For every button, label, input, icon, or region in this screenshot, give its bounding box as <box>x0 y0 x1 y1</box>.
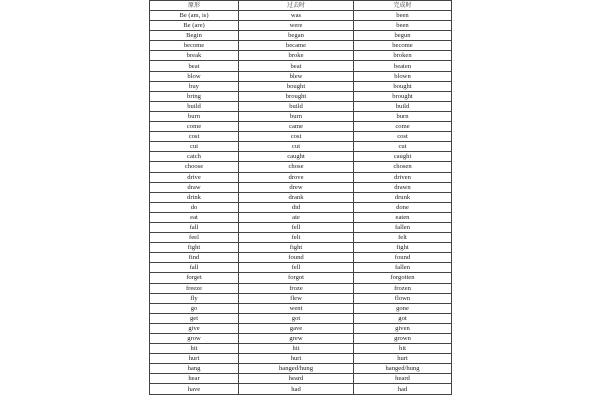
table-row <box>150 212 452 222</box>
cell-past-tense: caught <box>239 152 354 162</box>
cell-base-form: bring <box>150 91 239 101</box>
cell-past-tense: found <box>239 253 354 263</box>
cell-base-form: hear <box>150 374 239 384</box>
cell-base-form: do <box>150 202 239 212</box>
cell-past-participle: drawn <box>354 182 452 192</box>
cell-base-form: Begin <box>150 31 239 41</box>
cell-past-tense: beat <box>239 61 354 71</box>
cell-base-form: drive <box>150 172 239 182</box>
cell-past-tense: heard <box>239 374 354 384</box>
cell-past-tense: build <box>239 101 354 111</box>
cell-past-participle: hanged/hung <box>354 364 452 374</box>
cell-past-participle: chosen <box>354 162 452 172</box>
cell-past-tense: became <box>239 41 354 51</box>
cell-past-tense: fell <box>239 263 354 273</box>
table-row <box>150 334 452 344</box>
cell-past-tense: had <box>239 384 354 394</box>
cell-past-tense: drank <box>239 192 354 202</box>
table-row <box>150 31 452 41</box>
cell-past-tense: burn <box>239 111 354 121</box>
cell-base-form: build <box>150 101 239 111</box>
cell-base-form: break <box>150 51 239 61</box>
cell-past-tense: flew <box>239 293 354 303</box>
cell-past-tense: fell <box>239 222 354 232</box>
table-row <box>150 172 452 182</box>
table-row <box>150 293 452 303</box>
cell-past-participle: heard <box>354 374 452 384</box>
cell-past-tense: did <box>239 202 354 212</box>
table-row <box>150 233 452 243</box>
cell-past-tense: gave <box>239 323 354 333</box>
cell-past-participle: fight <box>354 243 452 253</box>
cell-past-tense: bought <box>239 81 354 91</box>
table-row <box>150 111 452 121</box>
cell-past-tense: forgot <box>239 273 354 283</box>
cell-past-tense: broke <box>239 51 354 61</box>
cell-base-form: hurt <box>150 354 239 364</box>
cell-past-tense: got <box>239 313 354 323</box>
table-body <box>150 11 452 395</box>
table-row <box>150 182 452 192</box>
cell-past-participle: driven <box>354 172 452 182</box>
header-past-participle: 完成时 <box>354 1 452 11</box>
cell-base-form: fall <box>150 222 239 232</box>
cell-past-participle: done <box>354 202 452 212</box>
cell-past-tense: grew <box>239 334 354 344</box>
table-row <box>150 283 452 293</box>
cell-base-form: feel <box>150 233 239 243</box>
table-row <box>150 81 452 91</box>
cell-past-participle: come <box>354 122 452 132</box>
cell-past-participle: grown <box>354 334 452 344</box>
cell-past-participle: gone <box>354 303 452 313</box>
cell-base-form: draw <box>150 182 239 192</box>
cell-past-participle: been <box>354 21 452 31</box>
cell-past-participle: broken <box>354 51 452 61</box>
cell-past-tense: came <box>239 122 354 132</box>
table-row <box>150 222 452 232</box>
table-row <box>150 263 452 273</box>
cell-past-tense: were <box>239 21 354 31</box>
cell-base-form: hit <box>150 344 239 354</box>
cell-base-form: burn <box>150 111 239 121</box>
cell-past-participle: drunk <box>354 192 452 202</box>
cell-past-participle: flown <box>354 293 452 303</box>
cell-past-participle: build <box>354 101 452 111</box>
cell-past-tense: hit <box>239 344 354 354</box>
cell-past-participle: frozen <box>354 283 452 293</box>
cell-base-form: find <box>150 253 239 263</box>
cell-base-form: choose <box>150 162 239 172</box>
cell-past-participle: hurt <box>354 354 452 364</box>
cell-past-participle: cost <box>354 132 452 142</box>
cell-past-tense: felt <box>239 233 354 243</box>
cell-past-participle: begun <box>354 31 452 41</box>
cell-past-participle: beaten <box>354 61 452 71</box>
cell-base-form: become <box>150 41 239 51</box>
cell-base-form: drink <box>150 192 239 202</box>
cell-past-participle: brought <box>354 91 452 101</box>
cell-past-participle: caught <box>354 152 452 162</box>
table-row <box>150 162 452 172</box>
table-row <box>150 344 452 354</box>
cell-base-form: have <box>150 384 239 394</box>
table-header-row <box>150 1 452 11</box>
table-row <box>150 142 452 152</box>
table-row <box>150 132 452 142</box>
cell-base-form: fall <box>150 263 239 273</box>
cell-base-form: cut <box>150 142 239 152</box>
header-base-form: 原形 <box>150 1 239 11</box>
cell-base-form: hang <box>150 364 239 374</box>
cell-base-form: Be (am, is) <box>150 11 239 21</box>
cell-past-tense: hurt <box>239 354 354 364</box>
cell-past-participle: found <box>354 253 452 263</box>
cell-past-participle: cut <box>354 142 452 152</box>
table-row <box>150 364 452 374</box>
cell-past-participle: fallen <box>354 263 452 273</box>
table-row <box>150 91 452 101</box>
table-row <box>150 273 452 283</box>
table-row <box>150 323 452 333</box>
cell-past-participle: burn <box>354 111 452 121</box>
table-row <box>150 41 452 51</box>
cell-base-form: beat <box>150 61 239 71</box>
table-row <box>150 71 452 81</box>
cell-past-participle: hit <box>354 344 452 354</box>
table-row <box>150 122 452 132</box>
table-row <box>150 21 452 31</box>
cell-past-tense: brought <box>239 91 354 101</box>
cell-base-form: blow <box>150 71 239 81</box>
cell-past-tense: began <box>239 31 354 41</box>
table-row <box>150 354 452 364</box>
cell-past-tense: drew <box>239 182 354 192</box>
cell-past-participle: forgotten <box>354 273 452 283</box>
cell-past-tense: went <box>239 303 354 313</box>
cell-base-form: cost <box>150 132 239 142</box>
table-row <box>150 243 452 253</box>
table-row <box>150 51 452 61</box>
cell-past-tense: ate <box>239 212 354 222</box>
cell-past-tense: cut <box>239 142 354 152</box>
table-row <box>150 101 452 111</box>
table-row <box>150 192 452 202</box>
cell-past-tense: hanged/hung <box>239 364 354 374</box>
cell-base-form: Be (are) <box>150 21 239 31</box>
cell-past-participle: given <box>354 323 452 333</box>
header-past-tense: 过去时 <box>239 1 354 11</box>
table-row <box>150 374 452 384</box>
cell-past-tense: drove <box>239 172 354 182</box>
cell-past-participle: had <box>354 384 452 394</box>
cell-past-tense: was <box>239 11 354 21</box>
table-row <box>150 152 452 162</box>
cell-past-participle: felt <box>354 233 452 243</box>
cell-base-form: freeze <box>150 283 239 293</box>
cell-base-form: fight <box>150 243 239 253</box>
table-row <box>150 11 452 21</box>
cell-past-participle: fallen <box>354 222 452 232</box>
table-row <box>150 384 452 394</box>
cell-past-tense: chose <box>239 162 354 172</box>
cell-base-form: buy <box>150 81 239 91</box>
cell-base-form: forget <box>150 273 239 283</box>
table-row <box>150 61 452 71</box>
cell-base-form: get <box>150 313 239 323</box>
cell-past-tense: fight <box>239 243 354 253</box>
table-row <box>150 313 452 323</box>
table-row <box>150 202 452 212</box>
cell-past-participle: been <box>354 11 452 21</box>
cell-base-form: catch <box>150 152 239 162</box>
cell-past-participle: got <box>354 313 452 323</box>
cell-past-participle: eaten <box>354 212 452 222</box>
table-row <box>150 253 452 263</box>
irregular-verb-table <box>149 0 452 395</box>
cell-past-participle: bought <box>354 81 452 91</box>
cell-past-participle: blown <box>354 71 452 81</box>
cell-past-tense: cost <box>239 132 354 142</box>
cell-base-form: come <box>150 122 239 132</box>
cell-base-form: give <box>150 323 239 333</box>
cell-base-form: eat <box>150 212 239 222</box>
cell-past-participle: become <box>354 41 452 51</box>
cell-past-tense: froze <box>239 283 354 293</box>
cell-base-form: grow <box>150 334 239 344</box>
cell-base-form: go <box>150 303 239 313</box>
cell-past-tense: blew <box>239 71 354 81</box>
cell-base-form: fly <box>150 293 239 303</box>
table-row <box>150 303 452 313</box>
